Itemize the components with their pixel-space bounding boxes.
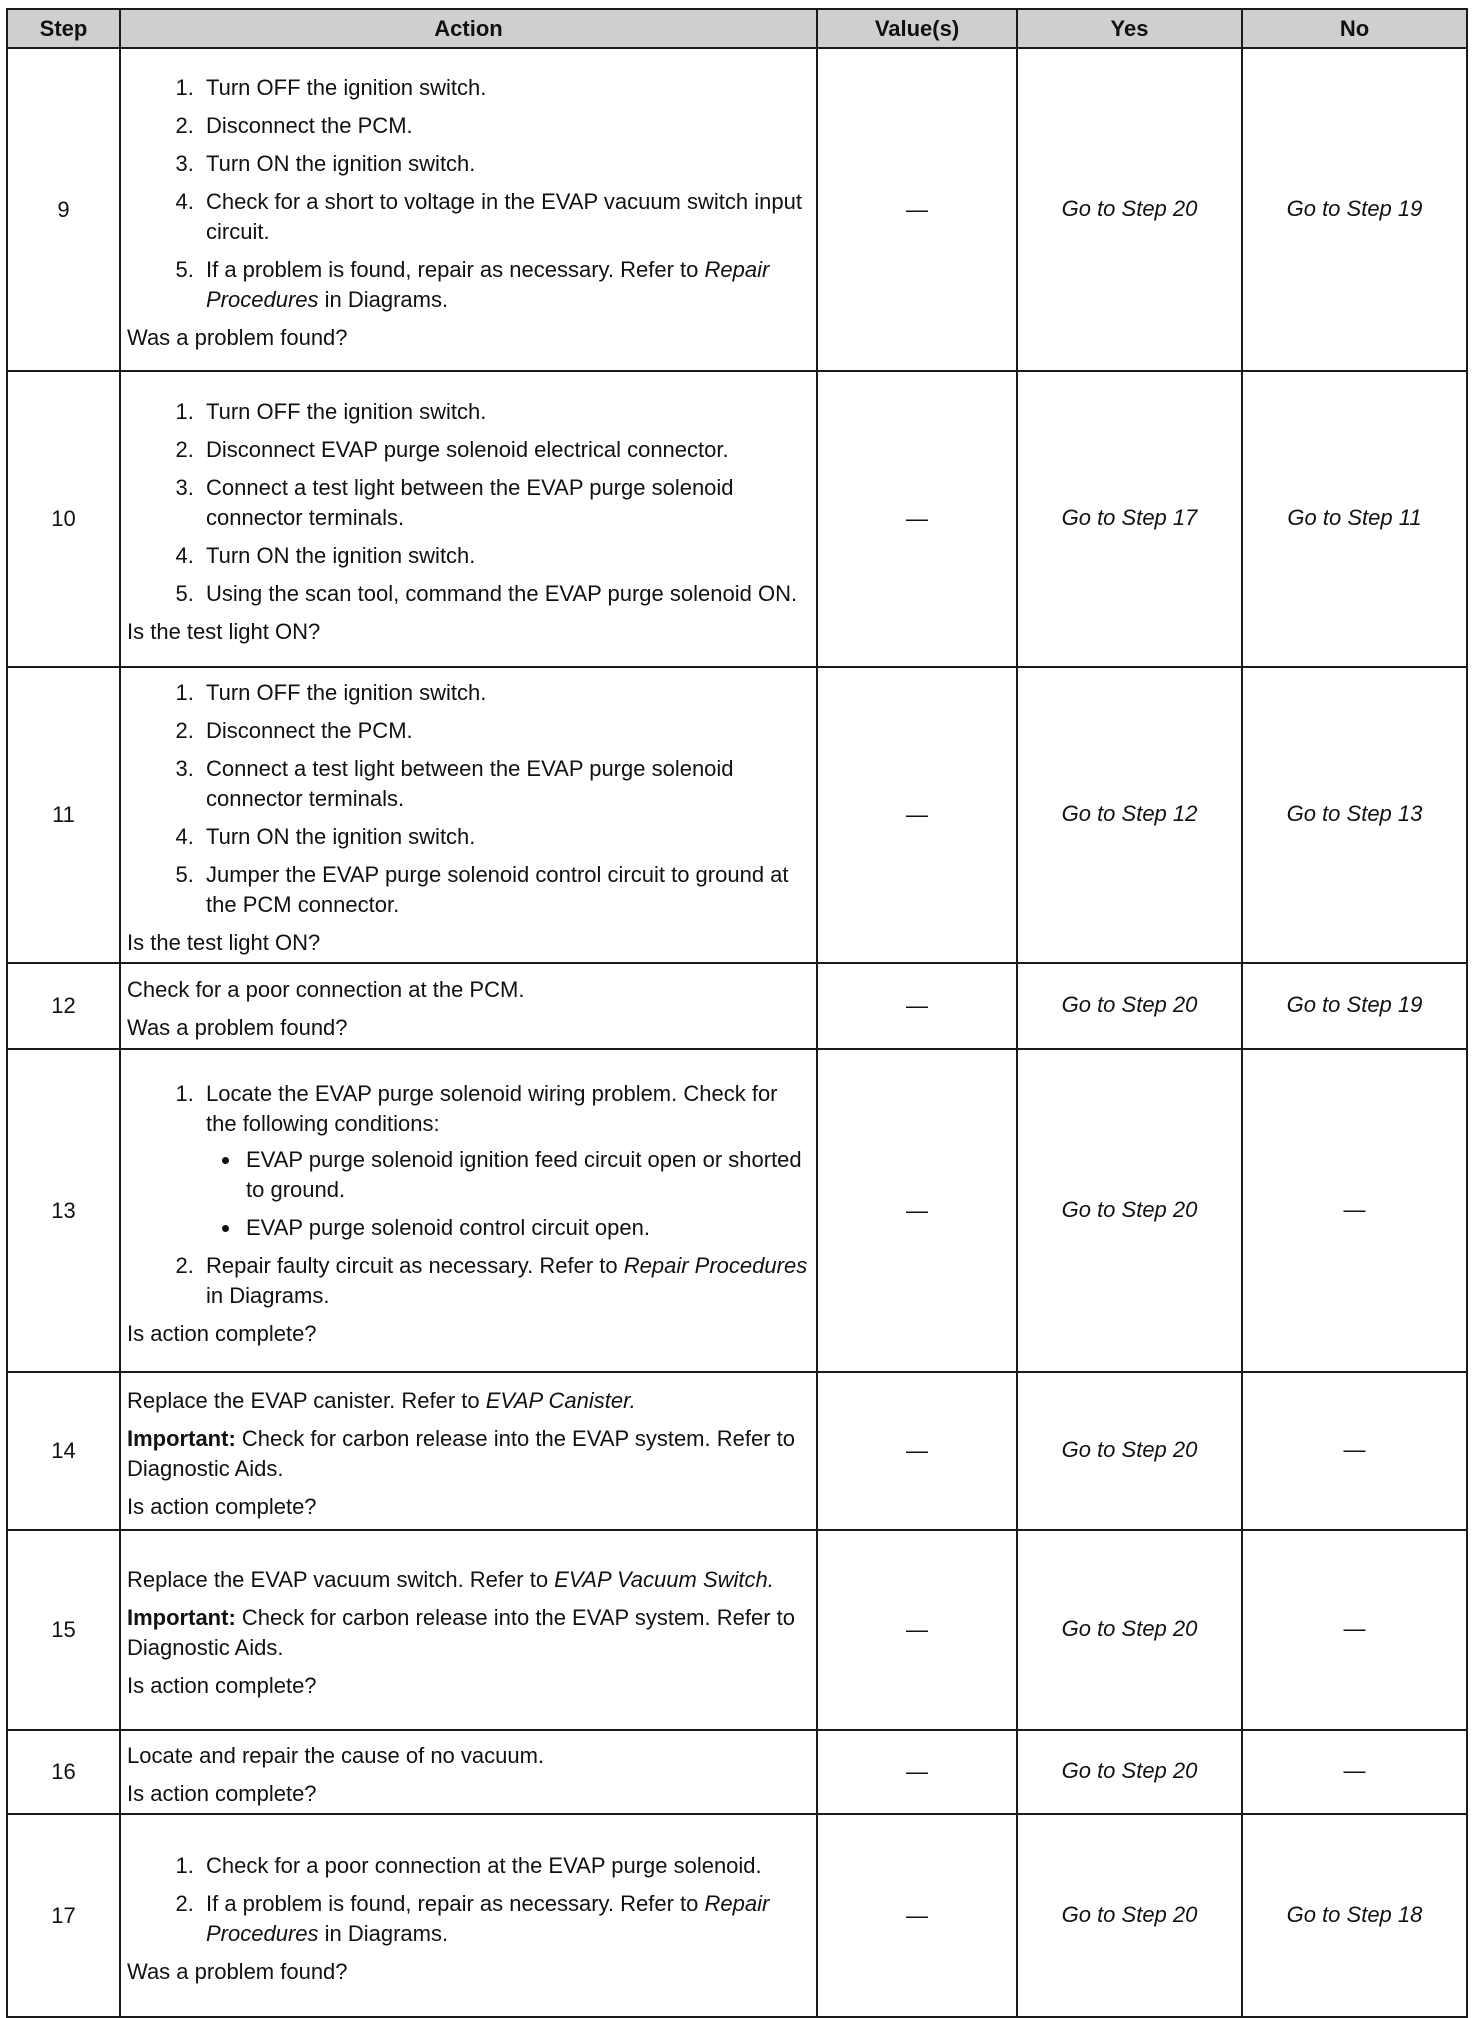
question: Is the test light ON? [127, 930, 321, 955]
value-cell: — [817, 1730, 1017, 1814]
action-item: 3. Connect a test light between the EVAP purge solenoid connector terminals. [200, 754, 808, 814]
action-list [127, 73, 808, 315]
action-item: 2. Disconnect EVAP purge solenoid electrical connector. [200, 435, 808, 465]
value-cell: — [817, 371, 1017, 667]
action-item: 4. Turn ON the ignition switch. [200, 541, 808, 571]
action-item: 3. Connect a test light between the EVAP purge solenoid connector terminals. [200, 473, 808, 533]
question: Is the test light ON? [127, 619, 321, 644]
yes-cell: Go to Step 12 [1017, 667, 1242, 963]
step-number: 13 [7, 1049, 120, 1372]
action-item: 1. Turn OFF the ignition switch. [200, 678, 808, 708]
yes-cell: Go to Step 20 [1017, 963, 1242, 1049]
action-list [127, 678, 808, 920]
no-cell: — [1242, 1372, 1467, 1530]
action-cell [120, 1814, 817, 2017]
yes-cell: Go to Step 20 [1017, 1530, 1242, 1730]
action-cell [120, 1730, 817, 1814]
table-row [7, 1530, 1467, 1730]
value-cell: — [817, 1814, 1017, 2017]
table-row [7, 1372, 1467, 1530]
value-cell: — [817, 963, 1017, 1049]
no-cell: Go to Step 13 [1242, 667, 1467, 963]
action-item: 1. Turn OFF the ignition switch. [200, 73, 808, 103]
no-cell: Go to Step 19 [1242, 963, 1467, 1049]
action-item: 1. Check for a poor connection at the EVAP purge solenoid. [200, 1851, 808, 1881]
reference-link: Repair Procedures [206, 256, 770, 312]
question: Is action complete? [127, 1494, 317, 1519]
yes-cell: Go to Step 20 [1017, 1814, 1242, 2017]
action-text: Locate and repair the cause of no vacuum. [127, 1743, 545, 1768]
table-row [7, 371, 1467, 667]
step-number: 11 [7, 667, 120, 963]
no-cell: — [1242, 1049, 1467, 1372]
header-values: Value(s) [817, 9, 1017, 48]
reference-link: EVAP Vacuum Switch. [554, 1567, 774, 1592]
important-note [127, 1603, 808, 1663]
value-cell: — [817, 1530, 1017, 1730]
action-item: 2. Disconnect the PCM. [200, 111, 808, 141]
action-item: 3. Turn ON the ignition switch. [200, 149, 808, 179]
action-item [200, 1079, 808, 1243]
action-text: in Diagrams. [206, 1282, 330, 1308]
header-step: Step [7, 9, 120, 48]
reference-link: Repair Procedures [206, 1890, 770, 1946]
action-cell [120, 667, 817, 963]
action-text: Repair faulty circuit as necessary. Refer to [206, 1252, 624, 1278]
action-text [127, 1565, 808, 1595]
question: Was a problem found? [127, 1958, 348, 1984]
important-text: Check for carbon release into the EVAP system. Refer to Diagnostic Aids. [127, 1605, 795, 1660]
important-label: Important: [127, 1605, 236, 1630]
action-cell [120, 1530, 817, 1730]
table-row [7, 1049, 1467, 1372]
condition-item: • EVAP purge solenoid control circuit open. [242, 1213, 808, 1243]
action-item: 5. Jumper the EVAP purge solenoid control circuit to ground at the PCM connector. [200, 860, 808, 920]
step-number: 9 [7, 48, 120, 371]
action-cell [120, 963, 817, 1049]
important-text: Check for carbon release into the EVAP system. Refer to Diagnostic Aids. [127, 1426, 795, 1481]
no-cell: — [1242, 1730, 1467, 1814]
reference-link: Repair Procedures [623, 1252, 808, 1278]
action-text: in Diagrams. [318, 1920, 449, 1946]
yes-cell: Go to Step 20 [1017, 48, 1242, 371]
important-label: Important: [127, 1426, 236, 1451]
action-cell [120, 1049, 817, 1372]
action-list [127, 397, 808, 609]
header-action: Action [120, 9, 817, 48]
yes-cell: Go to Step 17 [1017, 371, 1242, 667]
question: Is action complete? [127, 1673, 317, 1698]
action-item [200, 1251, 808, 1311]
action-text-main: Replace the EVAP canister. Refer to [127, 1388, 486, 1413]
question: Is action complete? [127, 1320, 317, 1346]
action-text: If a problem is found, repair as necessary. Refer to [206, 1890, 705, 1916]
yes-cell: Go to Step 20 [1017, 1372, 1242, 1530]
yes-cell: Go to Step 20 [1017, 1049, 1242, 1372]
no-cell: — [1242, 1530, 1467, 1730]
action-cell [120, 1372, 817, 1530]
step-number: 12 [7, 963, 120, 1049]
table-row [7, 48, 1467, 371]
step-number: 16 [7, 1730, 120, 1814]
action-item: 5. Using the scan tool, command the EVAP purge solenoid ON. [200, 579, 808, 609]
action-item [200, 1889, 808, 1949]
action-text-main: Replace the EVAP vacuum switch. Refer to [127, 1567, 555, 1592]
question: Was a problem found? [127, 1015, 348, 1040]
yes-cell: Go to Step 20 [1017, 1730, 1242, 1814]
step-number: 14 [7, 1372, 120, 1530]
step-number: 10 [7, 371, 120, 667]
no-cell: Go to Step 11 [1242, 371, 1467, 667]
header-yes: Yes [1017, 9, 1242, 48]
value-cell: — [817, 667, 1017, 963]
action-item [200, 255, 808, 315]
no-cell: Go to Step 19 [1242, 48, 1467, 371]
header-no: No [1242, 9, 1467, 48]
action-item: 4. Turn ON the ignition switch. [200, 822, 808, 852]
no-cell: Go to Step 18 [1242, 1814, 1467, 2017]
step-number: 17 [7, 1814, 120, 2017]
header-row [7, 9, 1467, 48]
table-row [7, 1814, 1467, 2017]
question: Is action complete? [127, 1781, 317, 1806]
action-cell [120, 371, 817, 667]
action-cell [120, 48, 817, 371]
table-row [7, 667, 1467, 963]
table-row [7, 963, 1467, 1049]
action-list [127, 1079, 808, 1311]
action-text [127, 1386, 808, 1416]
action-item: 4. Check for a short to voltage in the EVAP vacuum switch input circuit. [200, 187, 808, 247]
diagnostic-table [6, 8, 1468, 2018]
action-list [127, 1851, 808, 1949]
value-cell: — [817, 48, 1017, 371]
action-text: Check for a poor connection at the PCM. [127, 977, 525, 1002]
action-text: If a problem is found, repair as necessary. Refer to [206, 256, 705, 282]
reference-link: EVAP Canister. [485, 1388, 636, 1413]
action-text: Locate the EVAP purge solenoid wiring problem. Check for the following conditions: [206, 1080, 778, 1136]
action-item: 1. Turn OFF the ignition switch. [200, 397, 808, 427]
condition-item: • EVAP purge solenoid ignition feed circuit open or shorted to ground. [242, 1145, 808, 1205]
action-text: in Diagrams. [318, 286, 449, 312]
question: Was a problem found? [127, 324, 348, 350]
table-row [7, 1730, 1467, 1814]
action-item: 2. Disconnect the PCM. [200, 716, 808, 746]
step-number: 15 [7, 1530, 120, 1730]
condition-list [206, 1145, 808, 1243]
important-note [127, 1424, 808, 1484]
value-cell: — [817, 1049, 1017, 1372]
value-cell: — [817, 1372, 1017, 1530]
